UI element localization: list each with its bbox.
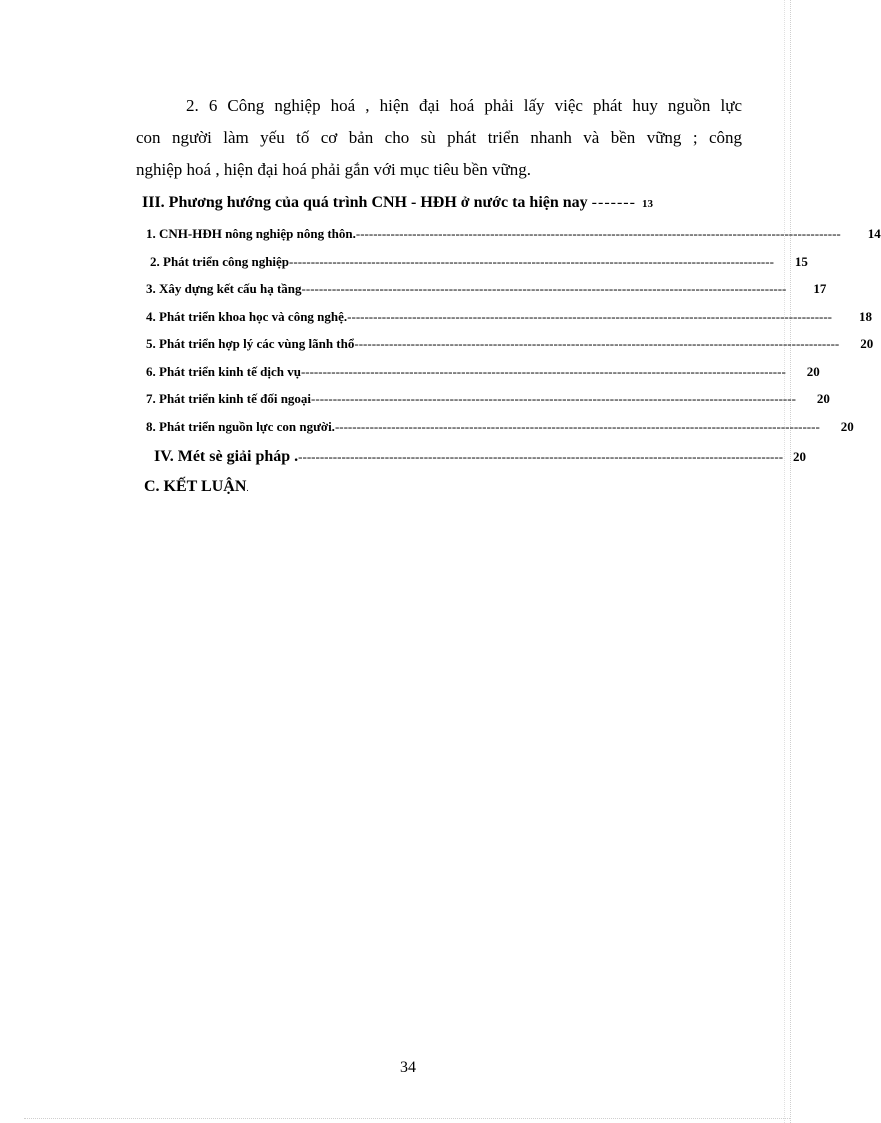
toc-heading-label: C. KẾT LUẬN xyxy=(144,478,247,495)
toc-item-label: 3. Xây dựng kết cấu hạ tầng xyxy=(146,281,302,296)
toc-page-number: 20 xyxy=(816,391,830,406)
toc-page-number: 20 xyxy=(806,364,820,379)
body-paragraph xyxy=(136,90,742,186)
toc-item-label: 4. Phát triển khoa học và công nghệ. xyxy=(146,309,348,324)
toc-item[interactable] xyxy=(150,254,808,274)
toc-item-label: 6. Phát triển kinh tế dịch vụ xyxy=(146,364,301,379)
toc-page-number: 13 xyxy=(641,198,653,210)
toc-leader: ---------------------------------------------------------------------------------------------------------------- xyxy=(354,336,840,351)
toc-leader: ---------------------------------------------------------------------------------------------------------------- xyxy=(298,449,784,464)
toc-item-label: 2. Phát triển công nghiệp xyxy=(150,254,290,269)
toc-heading-label: III. Phương hướng của quá trình CNH - HĐH ở nước ta hiện nay xyxy=(142,194,588,211)
page-border-inner xyxy=(784,0,785,1123)
toc-heading-label: IV. Mét sè giải pháp . xyxy=(154,448,299,465)
toc-heading-conclusion[interactable] xyxy=(144,478,249,496)
trailing-dot: . xyxy=(246,483,249,493)
toc-item[interactable] xyxy=(146,419,854,439)
toc-item-label: 5. Phát triển hợp lý các vùng lãnh thổ xyxy=(146,336,355,351)
paragraph-line: 2. 6 Công nghiệp hoá , hiện đại hoá phải lấy việc phát huy nguồn lực xyxy=(186,96,742,115)
toc-item-label: 1. CNH-HĐH nông nghiệp nông thôn. xyxy=(146,226,356,241)
toc-leader: ------- xyxy=(591,194,636,211)
toc-heading-iii[interactable] xyxy=(142,194,742,212)
toc-page-number: 14 xyxy=(867,226,881,241)
toc-item[interactable] xyxy=(146,281,827,301)
toc-page-number: 20 xyxy=(793,449,807,464)
toc-leader: ---------------------------------------------------------------------------------------------------------------- xyxy=(301,281,787,296)
page-border-bottom xyxy=(24,1118,790,1119)
toc-leader: ---------------------------------------------------------------------------------------------------------------- xyxy=(347,309,833,324)
toc-item-label: 8. Phát triển nguồn lực con người. xyxy=(146,419,335,434)
toc-item[interactable] xyxy=(146,226,881,246)
toc-page-number: 15 xyxy=(794,254,808,269)
toc-page-number: 17 xyxy=(813,281,827,296)
toc-item[interactable] xyxy=(146,309,873,329)
toc-item-label: 7. Phát triển kinh tế đối ngoại xyxy=(146,391,312,406)
paragraph-line: con người làm yếu tố cơ bản cho sù phát triển nhanh và bền vững ; công xyxy=(136,128,742,147)
toc-item[interactable] xyxy=(146,391,830,411)
toc-item[interactable] xyxy=(146,336,874,356)
toc-page-number: 20 xyxy=(840,419,854,434)
toc-page-number: 18 xyxy=(859,309,873,324)
toc-leader: ---------------------------------------------------------------------------------------------------------------- xyxy=(355,226,841,241)
toc-leader: ---------------------------------------------------------------------------------------------------------------- xyxy=(300,364,786,379)
toc-item[interactable] xyxy=(146,364,820,384)
paragraph-line: nghiệp hoá , hiện đại hoá phải gắn với mục tiêu bền vững. xyxy=(136,160,531,179)
toc-leader: ---------------------------------------------------------------------------------------------------------------- xyxy=(334,419,820,434)
toc-page-number: 20 xyxy=(860,336,874,351)
page-number: 34 xyxy=(400,1059,416,1076)
toc-leader: ---------------------------------------------------------------------------------------------------------------- xyxy=(289,254,774,269)
toc-leader: ---------------------------------------------------------------------------------------------------------------- xyxy=(311,391,796,406)
page-border-right xyxy=(790,0,791,1123)
toc-heading-iv[interactable] xyxy=(154,448,807,466)
